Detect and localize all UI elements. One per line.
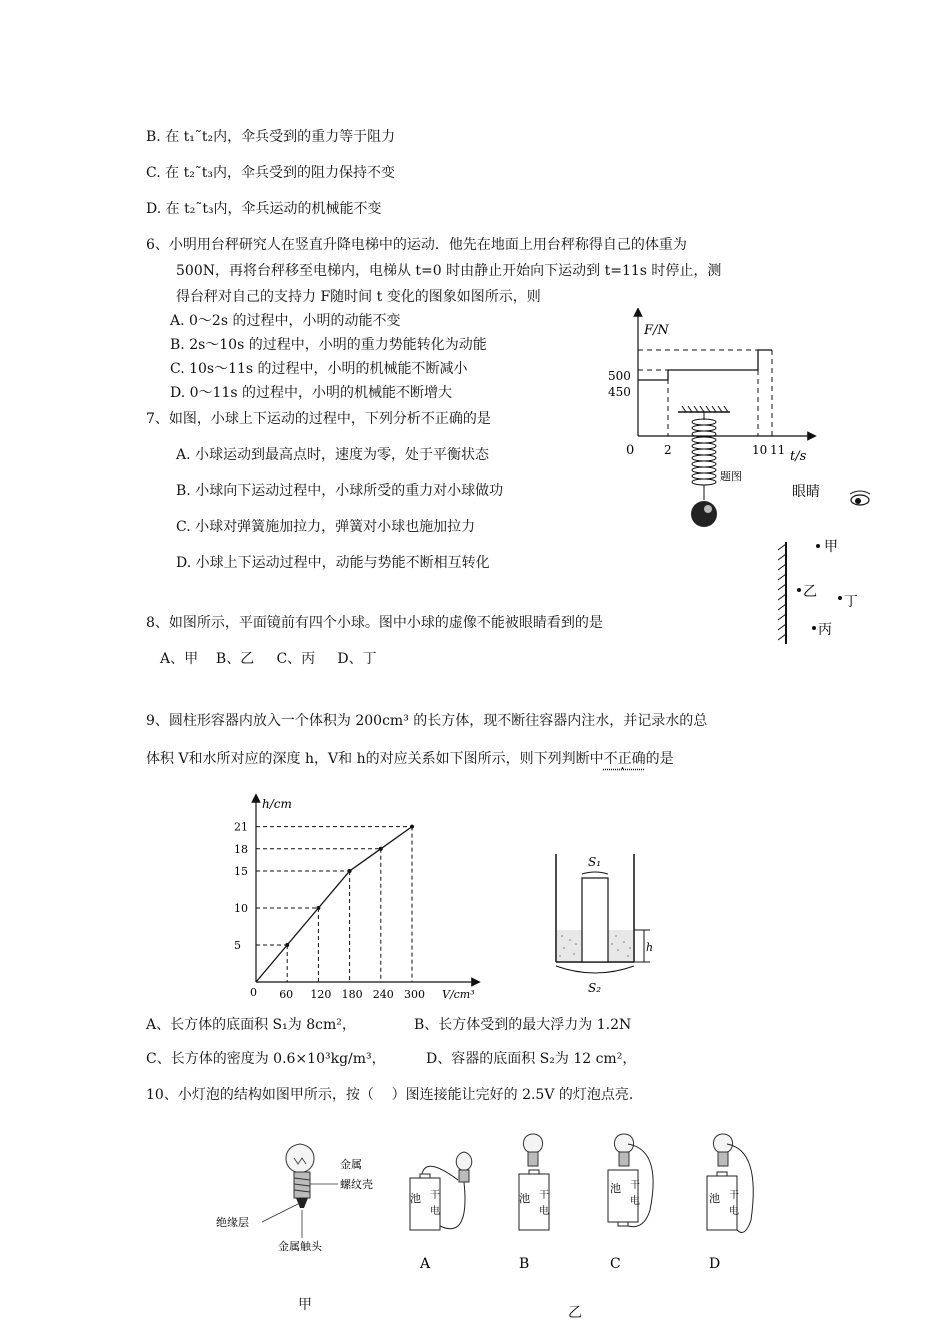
- q7-fig-label: 题图: [720, 470, 742, 483]
- q9-y-tick: 10: [234, 902, 248, 915]
- q9-y-tick: 5: [234, 939, 241, 952]
- q8-options: A、甲 B、乙 C、丙 D、丁: [160, 651, 377, 667]
- q10-option-d-label: D: [709, 1256, 721, 1272]
- q10-label-insulator: 绝缘层: [216, 1216, 249, 1229]
- q8-ball-bing: 丙: [818, 622, 832, 638]
- q9-option-d: D、容器的底面积 S₂为 12 cm²，: [426, 1051, 637, 1067]
- q8-stem: 8、如图所示，平面镜前有四个小球。图中小球的虚像不能被眼睛看到的是: [146, 615, 603, 631]
- q10-option-b-label: B: [519, 1256, 530, 1272]
- q9-x-tick: 120: [310, 988, 332, 1001]
- q10-label-shell: 螺纹壳: [340, 1178, 373, 1191]
- q10-c-battery-char2: 干: [630, 1180, 640, 1191]
- q10-a-battery-char3: 电: [430, 1206, 440, 1217]
- q10-a-battery-char1: 池: [410, 1192, 421, 1205]
- q6-tick-2: 2: [664, 443, 672, 457]
- q10-fig-yi: 乙: [568, 1305, 582, 1321]
- q6-option-a: A. 0～2s 的过程中，小明的动能不变: [170, 313, 401, 329]
- q9-x-tick: 60: [279, 988, 294, 1001]
- q6-tick-500: 500: [608, 369, 631, 383]
- q9-s2-label: S₂: [588, 981, 602, 995]
- q9-x-tick: 300: [404, 988, 425, 1001]
- q9-block: [582, 878, 608, 962]
- q7-option-a: A. 小球运动到最高点时，速度为零，处于平衡状态: [176, 447, 490, 463]
- q8-ball-ding: 丁: [844, 594, 858, 610]
- q9-stem-part1: 体积 V和水所对应的深度 h，V和 h的对应关系如下图所示，则下列判断中: [146, 751, 604, 767]
- eye-icon: [850, 491, 870, 505]
- q8-ball-jia: 甲: [824, 539, 838, 555]
- q9-y-tick: 15: [234, 865, 248, 878]
- q10-b-battery-char2: 干: [539, 1190, 549, 1201]
- q10-d-battery-char3: 电: [729, 1206, 739, 1217]
- q10-circuit-a: [400, 1140, 490, 1280]
- q9-y-tick: 21: [234, 820, 248, 834]
- q9-option-b: B、长方体受到的最大浮力为 1.2N: [414, 1017, 632, 1033]
- q7-ball: [691, 501, 717, 527]
- q6-tick-450: 450: [608, 385, 631, 399]
- q10-circuit-c: [596, 1130, 666, 1280]
- q10-label-metal: 金属: [340, 1158, 362, 1171]
- q9-stem-emphasis: 不正确: [603, 751, 646, 767]
- q10-stem: 10、小灯泡的结构如图甲所示，按（ ）图连接能让完好的 2.5V 的灯泡点亮.: [146, 1087, 634, 1103]
- q9-stem-line1: 9、圆柱形容器内放入一个体积为 200cm³ 的长方体，现不断往容器内注水，并记录水的总: [146, 713, 708, 729]
- q9-origin: 0: [250, 986, 257, 999]
- q6-stem-line3: 得台秤对自己的支持力 F随时间 t 变化的图象如图所示，则: [176, 289, 541, 305]
- q9-y-label: h/cm: [262, 797, 292, 811]
- q10-d-battery-char1: 池: [709, 1192, 720, 1205]
- q9-x-label: V/cm³: [442, 988, 475, 1001]
- q10-a-battery-char2: 干: [430, 1190, 440, 1201]
- q10-label-tip: 金属触头: [278, 1240, 322, 1253]
- q7-option-b: B. 小球向下运动过程中，小球所受的重力对小球做功: [176, 483, 504, 499]
- q5-option-b: B. 在 t₁˜t₂内，伞兵受到的重力等于阻力: [146, 129, 396, 145]
- q7-option-d: D. 小球上下运动过程中，动能与势能不断相互转化: [176, 555, 490, 571]
- q5-option-d: D. 在 t₂˜t₃内，伞兵运动的机械能不变: [146, 201, 382, 217]
- q9-data-point: [410, 825, 414, 829]
- q9-y-tick: 18: [234, 842, 248, 856]
- q6-y-label: F/N: [644, 323, 669, 338]
- q6-tick-11: 11: [770, 443, 786, 457]
- q9-data-point: [348, 869, 352, 873]
- q6-option-d: D. 0～11s 的过程中，小明的机械能不断增大: [170, 385, 452, 401]
- q10-bulb-structure: [210, 1138, 400, 1258]
- q9-data-point: [316, 906, 320, 910]
- bulb-icon: [456, 1152, 472, 1182]
- q7-spring-ball-figure: [668, 404, 768, 532]
- q7-stem: 7、如图，小球上下运动的过程中，下列分析不正确的是: [146, 411, 491, 427]
- q10-c-battery-char3: 电: [630, 1196, 640, 1207]
- q6-tick-0: 0: [626, 443, 635, 458]
- bulb-icon: [713, 1134, 732, 1166]
- q9-x-tick: 180: [341, 988, 363, 1001]
- q8-ball-yi: 乙: [803, 584, 817, 600]
- spring-coils: [692, 419, 716, 485]
- q8-mirror-figure: [770, 478, 880, 648]
- q9-container-figure: [546, 848, 656, 998]
- q7-option-c: C. 小球对弹簧施加拉力，弹簧对小球也施加拉力: [176, 519, 476, 535]
- q9-data-line: [256, 827, 412, 982]
- q10-circuit-b: [505, 1130, 575, 1280]
- q10-circuit-d: [695, 1130, 765, 1280]
- q9-option-c: C、长方体的密度为 0.6×10³kg/m³，: [146, 1051, 386, 1067]
- q5-option-c: C. 在 t₂˜t₃内，伞兵受到的阻力保持不变: [146, 165, 396, 181]
- bulb-icon: [523, 1134, 542, 1166]
- q6-tick-10: 10: [752, 443, 768, 457]
- q6-stem-line2: 500N，再将台秤移至电梯内，电梯从 t=0 时由静止开始向下运动到 t=11s 时停止，测: [176, 263, 722, 279]
- q9-h-label: h: [646, 941, 654, 954]
- q6-force-curve: [638, 350, 772, 380]
- q9-option-a: A、长方体的底面积 S₁为 8cm²，: [146, 1017, 356, 1033]
- q9-stem-line2: [146, 750, 674, 768]
- q6-option-b: B. 2s～10s 的过程中，小明的重力势能转化为动能: [170, 337, 487, 353]
- bulb-icon: [614, 1134, 633, 1166]
- q6-x-label: t/s: [790, 449, 807, 464]
- q10-option-a-label: A: [420, 1256, 431, 1272]
- q9-data-point: [379, 847, 383, 851]
- q8-eye-label: 眼睛: [792, 484, 820, 500]
- q9-h-v-graph: [228, 792, 488, 1004]
- q10-b-battery-char3: 电: [539, 1206, 549, 1217]
- q9-x-tick: 240: [372, 988, 394, 1001]
- q9-data-point: [285, 943, 289, 947]
- q10-b-battery-char1: 池: [519, 1192, 530, 1205]
- q9-s1-label: S₁: [588, 855, 602, 869]
- q6-option-c: C. 10s～11s 的过程中，小明的机械能不断减小: [170, 361, 468, 377]
- bulb-icon: [286, 1144, 314, 1208]
- q10-option-c-label: C: [610, 1256, 621, 1272]
- q6-stem-line1: 6、小明用台秤研究人在竖直升降电梯中的运动．他先在地面上用台秤称得自己的体重为: [146, 237, 687, 253]
- q10-d-battery-char2: 干: [729, 1190, 739, 1201]
- q10-c-battery-char1: 池: [610, 1182, 621, 1195]
- q9-stem-part2: 的是: [645, 751, 674, 767]
- q10-fig-jia: 甲: [298, 1297, 312, 1313]
